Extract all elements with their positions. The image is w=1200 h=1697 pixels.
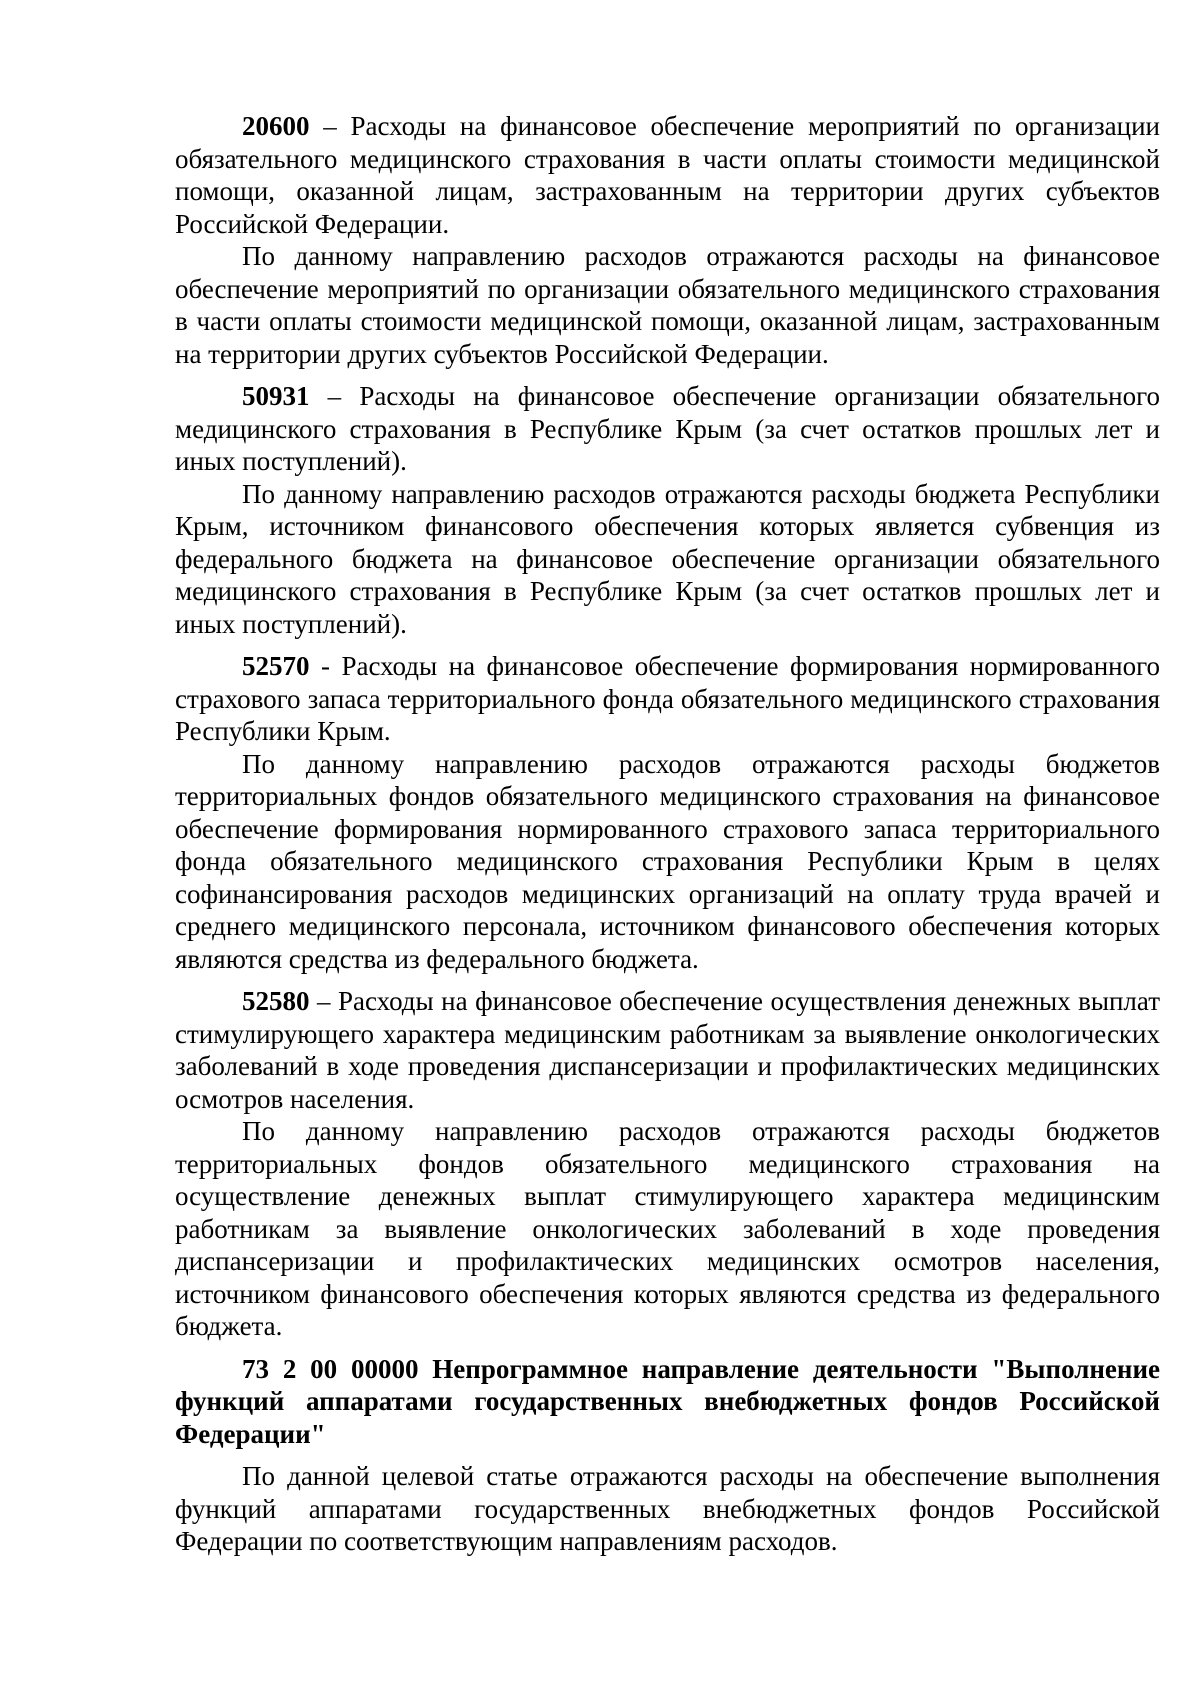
document-page	[175, 110, 1160, 1558]
section-52580-title	[175, 985, 1160, 1115]
section-50931-title-text: – Расходы на финансовое обеспечение организации обязательного медицинского страхования в Республике Крым (за счет остатков прошлых лет и иных поступлений).	[175, 381, 1160, 476]
section-52570-title-text: - Расходы на финансовое обеспечение формирования нормированного страхового запаса территориального фонда обязательного медицинского страхования Республики Крым.	[175, 651, 1160, 746]
section-52570-title	[175, 650, 1160, 748]
code-52570: 52570	[242, 651, 310, 681]
section-heading: 73 2 00 00000 Непрограммное направление деятельности "Выполнение функций аппаратами государственных внебюджетных фондов Российской Федерации"	[175, 1353, 1160, 1449]
section-20600-description: По данному направлению расходов отражаются расходы на финансовое обеспечение мероприятий по организации обязательного медицинского страхования в части оплаты стоимости медицинской помощи, оказанной лицам, застрахованным на территории других субъектов Российской Федерации.	[175, 241, 1160, 369]
section-50931-description: По данному направлению расходов отражаются расходы бюджета Республики Крым, источником финансового обеспечения которых является субвенция из федерального бюджета на финансовое обеспечение организации обязательного медицинского страхования в Республике Крым (за счет остатков прошлых лет и иных поступлений).	[175, 478, 1160, 639]
code-20600: 20600	[242, 111, 310, 141]
section-20600-title-text: – Расходы на финансовое обеспечение мероприятий по организации обязательного медицинского страхования в части оплаты стоимости медицинской помощи, оказанной лицам, застрахованным на территории других субъектов Российской Федерации.	[175, 111, 1160, 239]
section-52570-description: По данному направлению расходов отражаются расходы бюджетов территориальных фондов обязательного медицинского страхования на финансовое обеспечение формирования нормированного страхового запаса территориального фонда обязательного медицинского страхования Республики Крым в целях софинансирования расходов медицинских организаций на оплату труда врачей и среднего медицинского персонала, источником финансового обеспечения которых являются средства из федерального бюджета.	[175, 748, 1160, 974]
code-50931: 50931	[242, 381, 310, 411]
section-20600-title	[175, 110, 1160, 240]
section-52580-title-text: – Расходы на финансовое обеспечение осуществления денежных выплат стимулирующего характера медицинским работникам за выявление онкологических заболеваний в ходе проведения диспансеризации и профилактических медицинских осмотров населения.	[175, 986, 1160, 1114]
section-52580-description: По данному направлению расходов отражаются расходы бюджетов территориальных фондов обязательного медицинского страхования на осуществление денежных выплат стимулирующего характера медицинским работникам за выявление онкологических заболеваний в ходе проведения диспансеризации и профилактических медицинских осмотров населения, источником финансового обеспечения которых являются средства из федерального бюджета.	[175, 1116, 1160, 1341]
section-50931-title	[175, 380, 1160, 478]
code-52580: 52580	[242, 986, 310, 1016]
final-paragraph: По данной целевой статье отражаются расходы на обеспечение выполнения функций аппаратами государственных внебюджетных фондов Российской Федерации по соответствующим направлениям расходов.	[175, 1461, 1160, 1556]
